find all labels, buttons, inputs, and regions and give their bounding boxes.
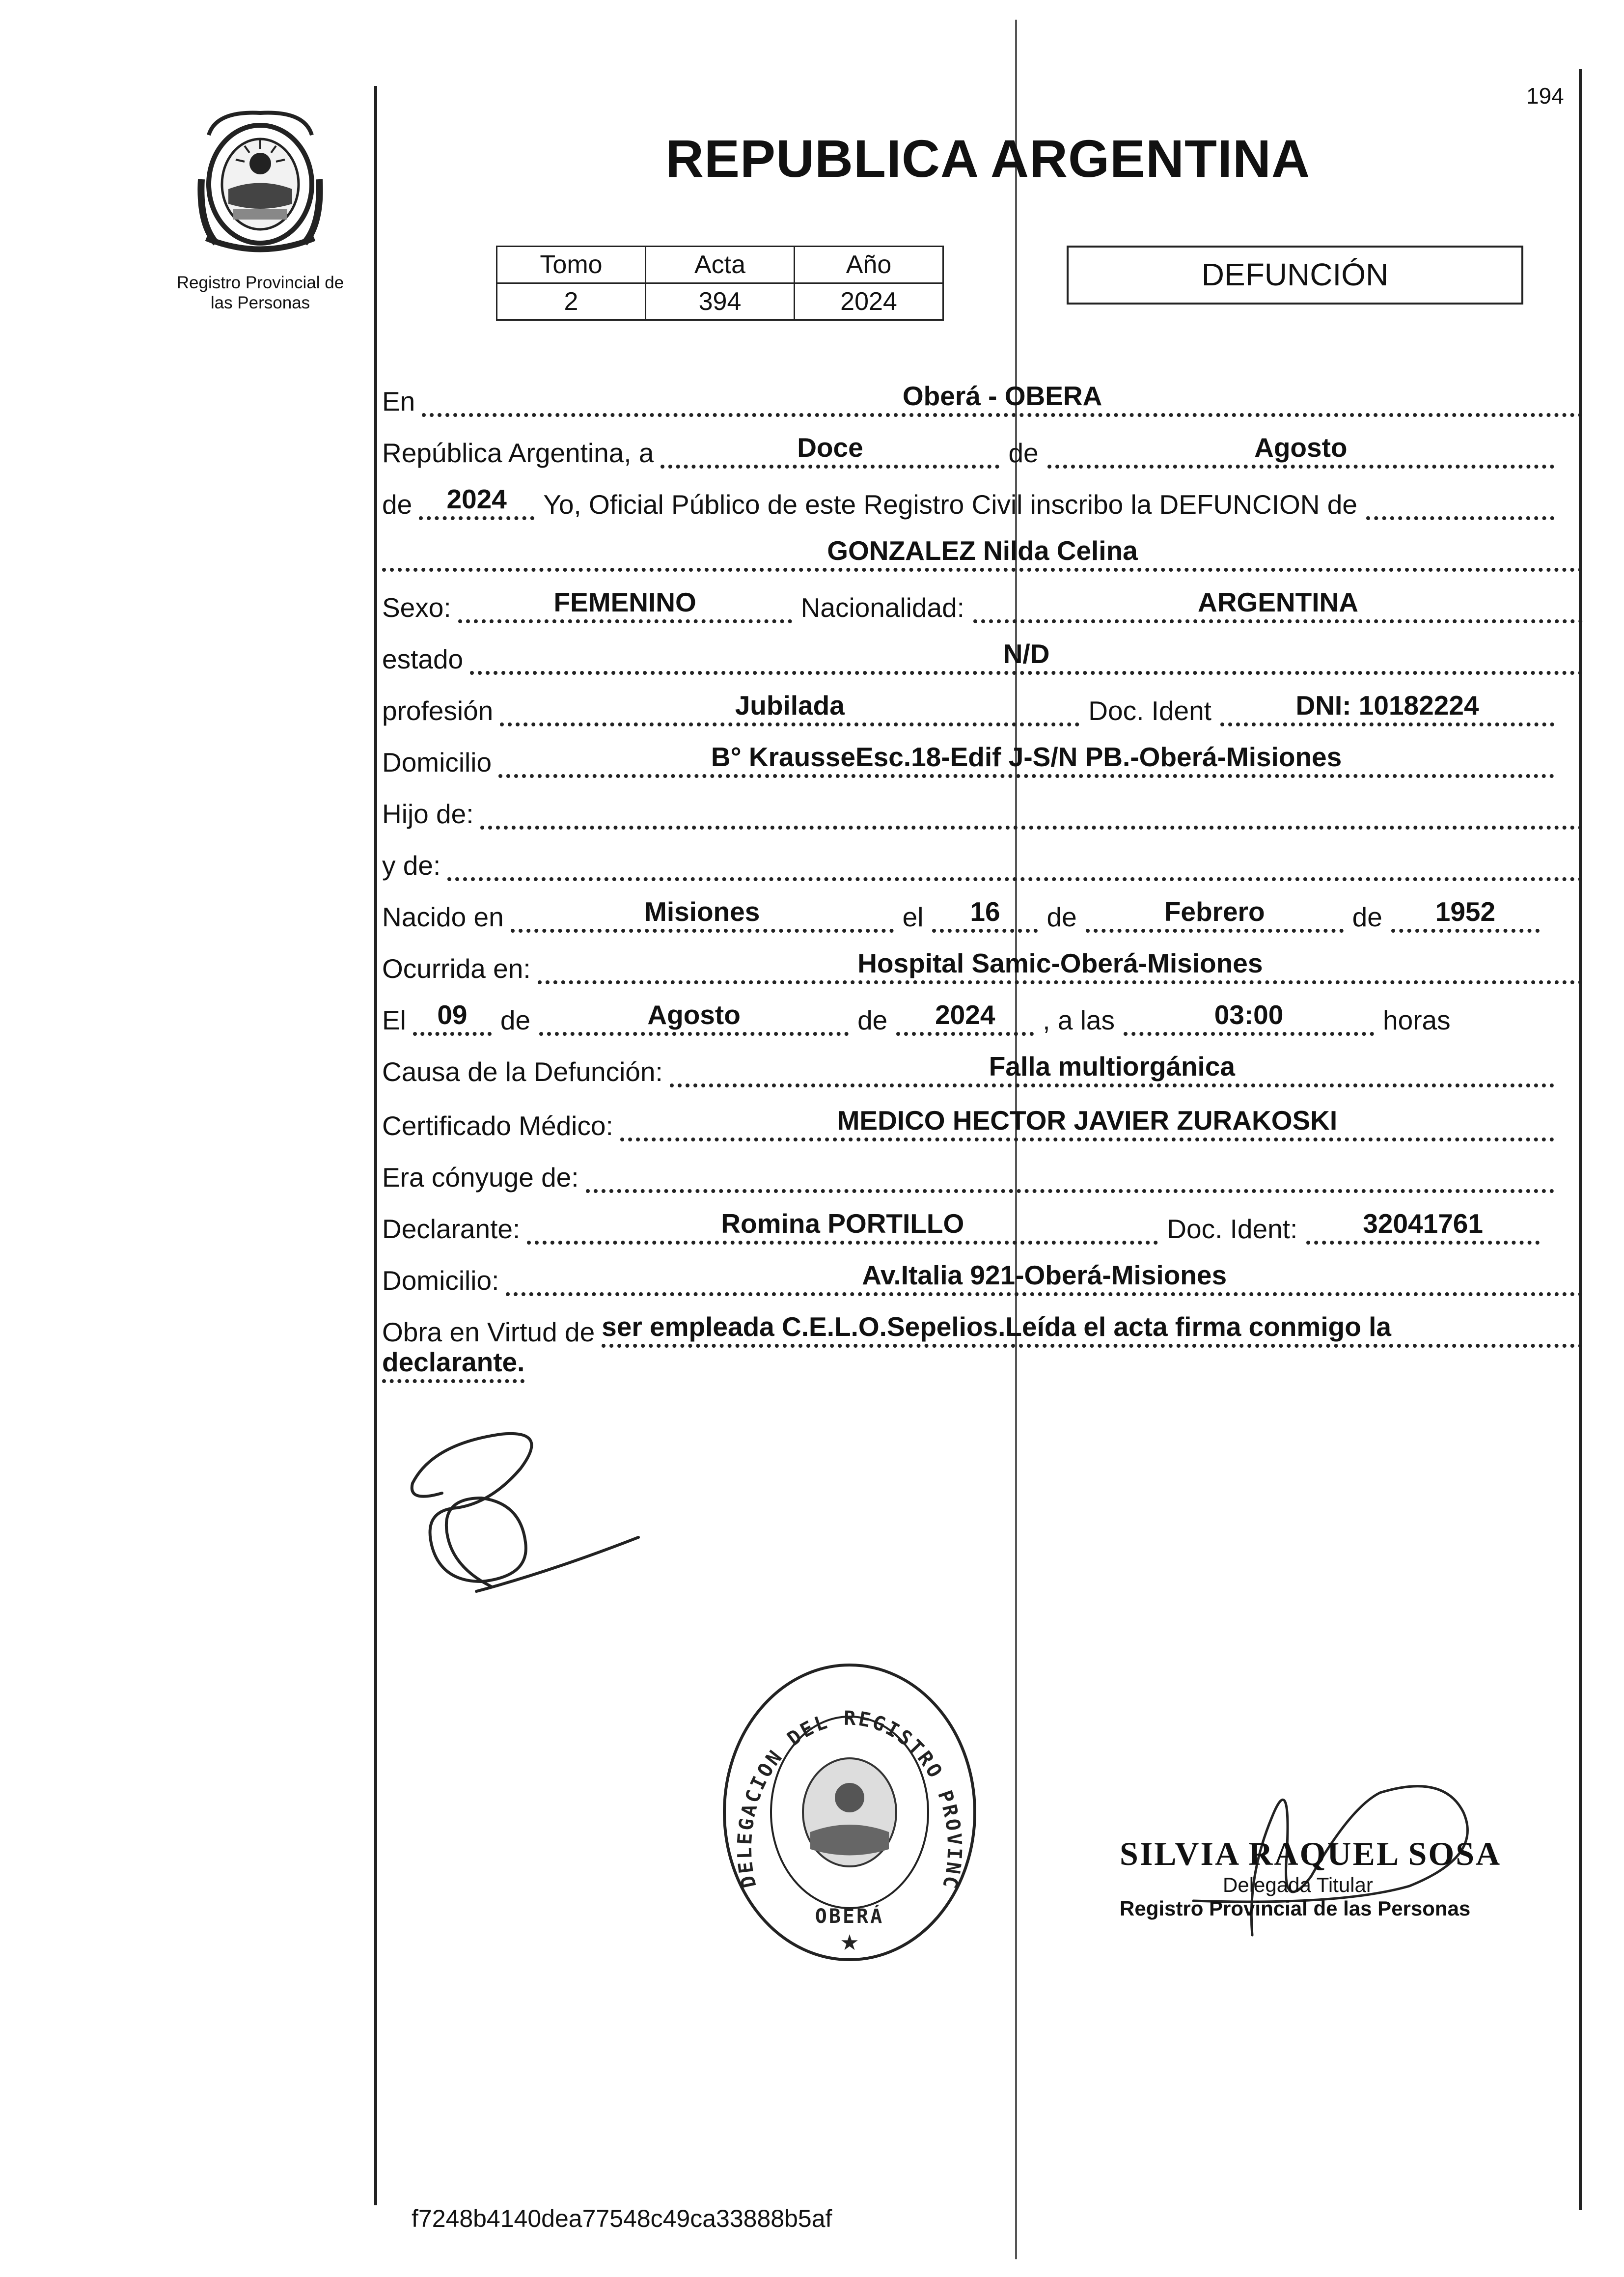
field-declarante-doc: 32041761 [1306,1208,1540,1245]
registry-table [496,246,944,321]
label-nacido-en: Nacido en [382,902,504,932]
row-causa [382,1036,1554,1087]
registry-header-tomo: Tomo [497,247,646,283]
label-y-de: y de: [382,850,441,881]
row-y-de [382,830,1583,881]
label-de-4: de [1352,902,1382,932]
label-causa: Causa de la Defunción: [382,1056,663,1087]
field-hijo-de [480,824,1583,830]
page-title: REPUBLICA ARGENTINA [665,129,1310,188]
declarant-signature [403,1424,658,1631]
label-domicilio-declarante: Domicilio: [382,1265,499,1296]
page-number: 194 [1526,83,1564,109]
official-office: Registro Provincial de las Personas [1120,1897,1471,1920]
field-conyuge [586,1188,1554,1193]
label-estado: estado [382,644,464,674]
row-fecha-inscripcion [382,417,1554,469]
field-anio-inscripcion: 2024 [419,483,534,520]
registry-value-anio: 2024 [795,283,943,320]
row-certificado [382,1090,1554,1141]
stamp-star-icon: ★ [840,1931,859,1955]
label-horas: horas [1383,1005,1451,1035]
label-doc-ident: Doc. Ident [1088,695,1211,726]
field-sexo: FEMENINO [458,586,792,623]
field-def-dia: 09 [413,999,492,1036]
field-nac-dia: 16 [932,896,1038,933]
label-sexo: Sexo: [382,592,451,623]
official-block [1120,1834,1542,1920]
label-nacionalidad: Nacionalidad: [800,592,964,623]
left-margin-line [374,86,377,2205]
label-de-3: de [1046,902,1077,932]
label-de-5: de [500,1005,531,1035]
row-lugar [382,366,1583,417]
row-profesion [382,675,1554,726]
issuer-caption [169,273,351,313]
row-hijo-de [382,778,1583,830]
official-role: Delegada Titular [1223,1873,1373,1896]
label-obra: Obra en Virtud de [382,1317,595,1347]
label-profesion: profesión [382,695,494,726]
field-profesion: Jubilada [500,690,1079,726]
issuer-caption-line1: Registro Provincial de [176,273,344,292]
field-causa: Falla multiorgánica [670,1051,1554,1087]
issuer-caption-line2: las Personas [210,293,310,312]
label-de-1: de [1008,438,1039,468]
label-el: el [902,902,924,932]
label-doc-ident-declarante: Doc. Ident: [1167,1214,1298,1244]
stamp-city: OBERÁ [815,1905,884,1928]
label-certificado: Certificado Médico: [382,1111,613,1141]
field-declarante-domicilio: Av.Italia 921-Oberá-Misiones [506,1259,1583,1296]
row-domicilio [382,727,1554,778]
label-declarante: Declarante: [382,1214,521,1244]
field-mes-inscripcion: Agosto [1047,432,1554,469]
registry-header-anio: Año [795,247,943,283]
row-declarante [382,1194,1540,1245]
field-dia-texto: Doce [661,432,999,469]
record-type-box: DEFUNCIÓN [1067,246,1523,305]
row-fecha-defuncion [382,985,1578,1036]
label-domicilio: Domicilio [382,747,492,778]
label-conyuge: Era cónyuge de: [382,1162,579,1193]
row-nacimiento [382,882,1540,933]
row-ocurrida [382,933,1583,984]
label-en: En [382,386,415,417]
field-def-mes: Agosto [539,999,849,1036]
field-nombre: GONZALEZ Nilda Celina [382,535,1583,572]
label-de-6: de [857,1005,888,1035]
label-hijo-de: Hijo de: [382,799,474,829]
field-defuncion-de [1366,515,1554,520]
field-lugar: Oberá - OBERA [422,380,1583,417]
label-yo-oficial: Yo, Oficial Público de este Registro Civil inscribo la DEFUNCION de [543,489,1357,520]
row-estado [382,624,1583,675]
field-estado: N/D [470,638,1583,675]
field-ocurrida-en: Hospital Samic-Oberá-Misiones [538,947,1583,984]
stamp-arc-path-text: DELEGACION DEL REGISTRO PROVINC [733,1707,966,1892]
label-de-2: de [382,489,413,520]
row-nombre [382,521,1583,572]
field-def-hora: 03:00 [1124,999,1374,1036]
registry-value-tomo: 2 [497,283,646,320]
registry-value-acta: 394 [646,283,795,320]
field-doc-ident: DNI: 10182224 [1220,690,1554,726]
label-el-cap: El [382,1005,406,1035]
row-sexo [382,572,1583,623]
label-a-las: , a las [1043,1005,1115,1035]
field-domicilio: B° KrausseEsc.18-Edif J-S/N PB.-Oberá-Misiones [498,741,1554,778]
field-nacionalidad: ARGENTINA [973,586,1583,623]
field-nac-anio: 1952 [1391,896,1540,933]
row-oficial [382,469,1554,520]
official-name: SILVIA RAQUEL SOSA [1120,1835,1502,1872]
field-certificado: MEDICO HECTOR JAVIER ZURAKOSKI [620,1105,1554,1141]
row-domicilio-declarante [382,1245,1583,1296]
field-obra-texto: ser empleada C.E.L.O.Sepelios.Leída el acta firma conmigo la [602,1311,1583,1348]
field-obra-texto-2: declarante. [382,1346,524,1383]
document-hash: f7248b4140dea77548c49ca33888b5af [412,2205,832,2232]
row-conyuge [382,1142,1554,1193]
label-ocurrida-en: Ocurrida en: [382,953,531,984]
field-nacido-en: Misiones [511,896,894,933]
row-obra-2 [382,1332,1583,1383]
field-def-anio: 2024 [896,999,1034,1036]
registry-header-acta: Acta [646,247,795,283]
field-y-de [447,876,1583,881]
field-declarante: Romina PORTILLO [527,1208,1158,1245]
label-republica: República Argentina, a [382,438,654,468]
province-seal [187,106,334,260]
registry-stamp [712,1655,987,1970]
field-nac-mes: Febrero [1086,896,1344,933]
